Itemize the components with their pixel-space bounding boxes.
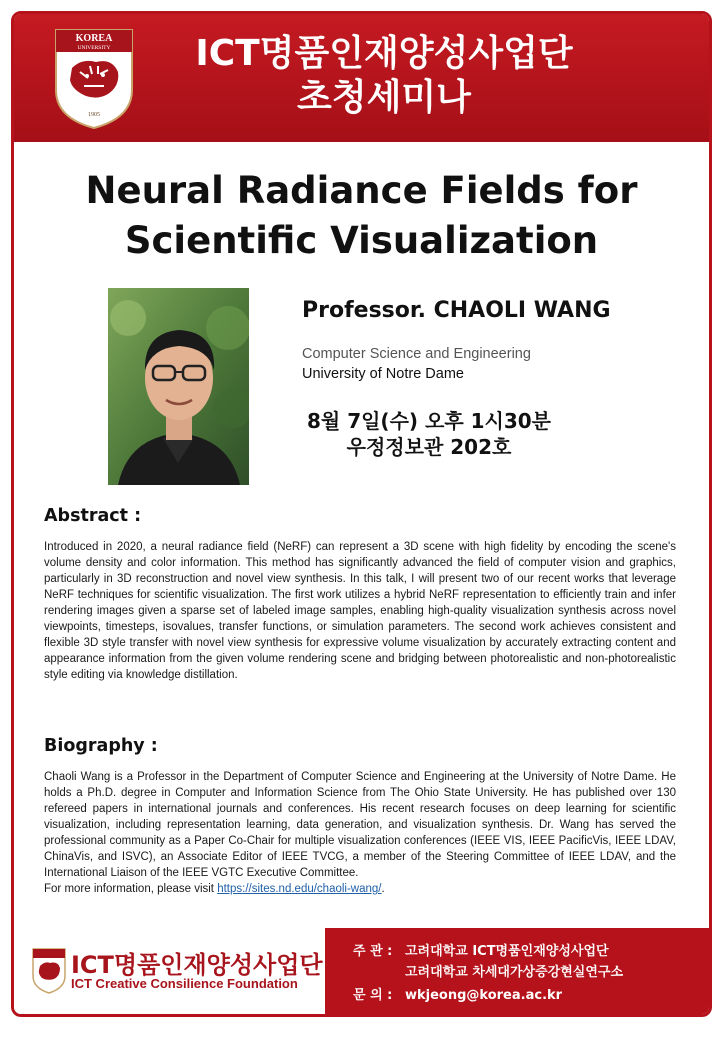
host-2: 고려대학교 차세대가상증강현실연구소	[405, 965, 624, 980]
header-title	[144, 32, 624, 120]
speaker-name: Professor. CHAOLI WANG	[302, 298, 611, 323]
speaker-department: Computer Science and Engineering	[302, 346, 531, 362]
schedule	[264, 408, 594, 460]
talk-title-line1: Neural Radiance Fields for	[85, 169, 638, 212]
poster-frame	[11, 11, 712, 1017]
biography-heading: Biography :	[44, 736, 158, 756]
header-banner	[14, 14, 709, 142]
korea-university-crest-icon	[54, 28, 134, 130]
more-info-prefix: For more information, please visit	[44, 883, 218, 895]
more-info-suffix: .	[381, 883, 385, 895]
biography-text: Chaoli Wang is a Professor in the Department of Computer Science and Engineering at the University of Notre Dame. He holds a Ph.D. degree in Computer and Information Science from The Ohio State University. He has published over 130 refereed papers in international journals and conferences. His recent research focuses on deep learning for scientific visualization, including representation learning, data generation, and visualization synthesis. Dr. Wang has served the professional community as a Paper Co-Chair for multiple visualization conferences (IEEE VIS, IEEE PacificVis, IEEE LDAV, ChinaVis, and ISVC), an Associate Editor of IEEE TVCG, a member of the Steering Committee of IEEE LDAV, and the International Liaison of the IEEE VGTC Executive Committee.	[44, 771, 676, 879]
korea-university-small-crest-icon	[32, 948, 66, 994]
abstract-heading: Abstract :	[44, 506, 142, 526]
header-title-line1: ICT명품인재양성사업단	[195, 33, 573, 74]
speaker-university: University of Notre Dame	[302, 366, 464, 382]
host-1: 고려대학교 ICT명품인재양성사업단	[405, 944, 609, 959]
footer-org-name: ICT명품인재양성사업단	[71, 951, 323, 979]
footer-org	[14, 928, 325, 1014]
svg-text:1905: 1905	[88, 112, 100, 118]
schedule-location: 우정정보관 202호	[346, 435, 512, 459]
contact-row	[353, 984, 562, 1003]
homepage-link[interactable]: https://sites.nd.edu/chaoli-wang/	[217, 883, 382, 895]
speaker-photo	[108, 288, 249, 485]
footer-contact	[325, 928, 709, 1014]
contact-label: 문 의 :	[353, 988, 393, 1003]
header-title-line2: 초청세미나	[297, 77, 471, 118]
talk-title	[14, 166, 709, 266]
host-label: 주 관 :	[353, 944, 393, 959]
host-row-1	[353, 940, 609, 959]
svg-text:UNIVERSITY: UNIVERSITY	[77, 45, 111, 51]
contact-email: wkjeong@korea.ac.kr	[405, 988, 563, 1003]
schedule-datetime: 8월 7일(수) 오후 1시30분	[307, 409, 551, 433]
talk-title-line2: Scientific Visualization	[124, 219, 599, 262]
footer-org-name-en: ICT Creative Consilience Foundation	[71, 976, 298, 991]
biography-block	[44, 769, 676, 897]
abstract-text: Introduced in 2020, a neural radiance field (NeRF) can represent a 3D scene with high fidelity by encoding the scene's volume density and color information. This method has significantly advanced the field of computer vision and graphics, particularly in 3D reconstruction and novel view synthesis. In this talk, I will present two of our recent works that leverage NeRF techniques for scientific visualization. The first work utilizes a hybrid NeRF representation to efficiently train and infer rendering images given a sparse set of labeled image samples, enabling high-quality visualization synthesis across novel viewpoints, timesteps, isovalues, transfer functions, or simulation parameters. The second work achieves consistent and flexible 3D style transfer with novel view synthesis for expressive volume visualization by accurately extracting content and appearance information from the given volume rendering scene and bridging between photorealistic and non-photorealistic style editing via knowledge distillation.	[44, 541, 676, 681]
svg-text:KOREA: KOREA	[75, 33, 113, 44]
